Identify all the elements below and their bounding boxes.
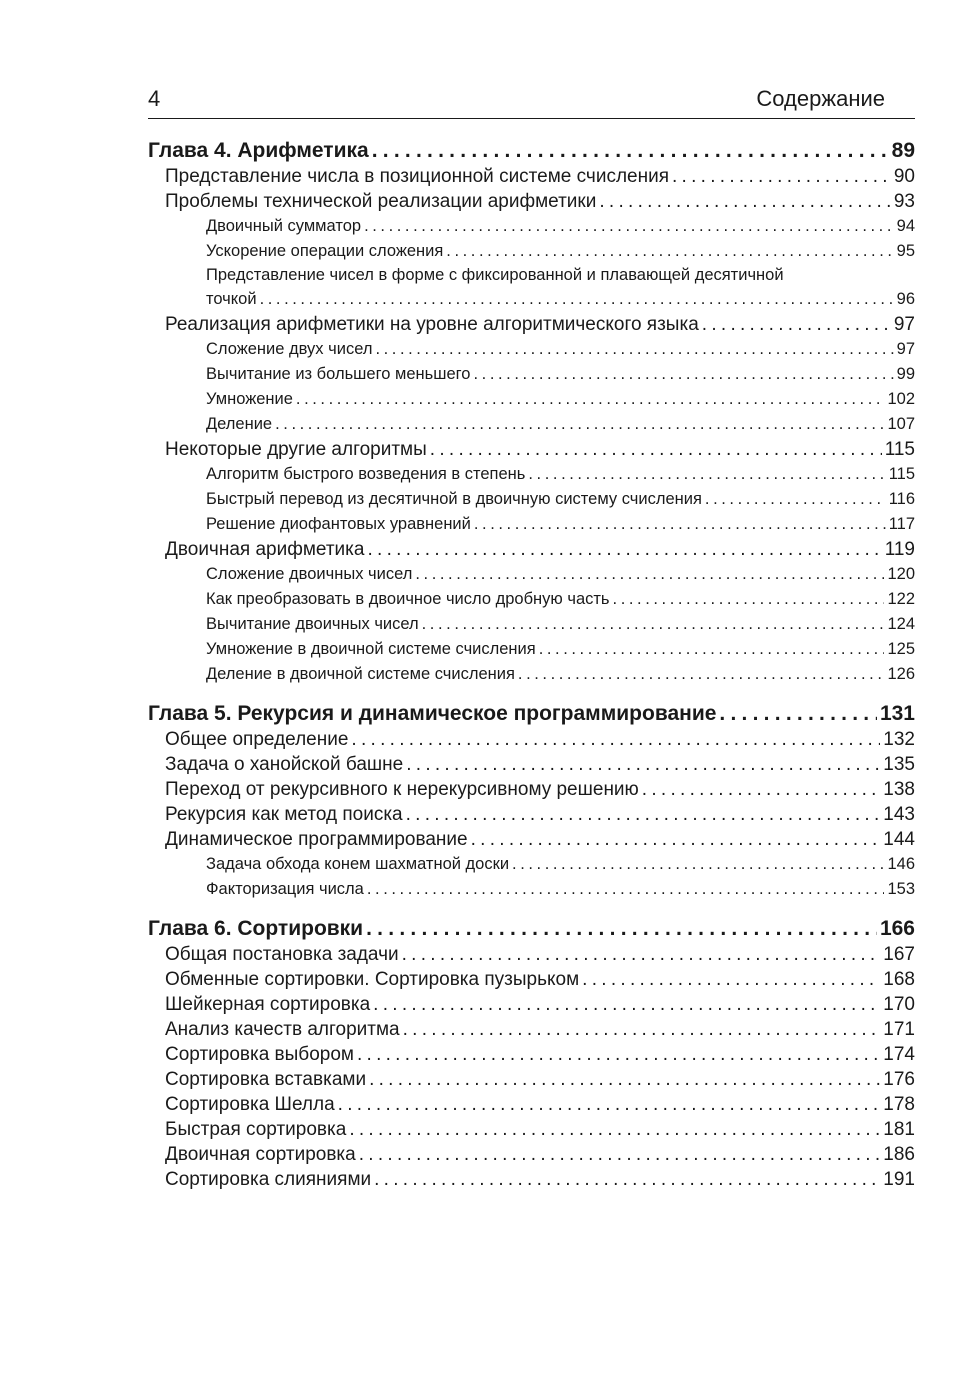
toc-page: 178 xyxy=(883,1094,915,1115)
toc-subsection[interactable] xyxy=(148,387,915,412)
toc-section[interactable] xyxy=(148,967,915,992)
toc-title: Умножение в двоичной системе счисления xyxy=(206,640,536,658)
toc-title: Задача о ханойской башне xyxy=(165,754,404,775)
toc-subsection[interactable] xyxy=(148,512,915,537)
toc-subsection-wrapped[interactable] xyxy=(148,264,915,312)
toc-subsection[interactable] xyxy=(148,877,915,902)
dot-leader xyxy=(338,1092,881,1117)
dot-leader xyxy=(402,942,881,967)
toc-page: 126 xyxy=(887,665,915,683)
toc-subsection[interactable] xyxy=(148,362,915,387)
toc-page: 176 xyxy=(883,1069,915,1090)
toc-title-line2: точкой xyxy=(206,290,257,308)
dot-leader xyxy=(374,1167,880,1192)
toc-page: 131 xyxy=(879,702,915,725)
toc-page: 153 xyxy=(887,880,915,898)
toc-title: Глава 4. Арифметика xyxy=(148,139,369,162)
toc-page: 135 xyxy=(883,754,915,775)
toc-title: Двоичная арифметика xyxy=(165,539,365,560)
toc-section[interactable] xyxy=(148,1167,915,1192)
toc-title: Сортировка вставками xyxy=(165,1069,367,1090)
toc-page: 120 xyxy=(887,565,915,583)
toc-title: Сортировка слияниями xyxy=(165,1169,372,1190)
dot-leader xyxy=(705,487,886,512)
toc-page: 90 xyxy=(893,166,915,187)
dot-leader xyxy=(369,1067,880,1092)
toc-chapter-4[interactable] xyxy=(148,138,915,164)
toc-title: Некоторые другие алгоритмы xyxy=(165,439,427,460)
toc-subsection[interactable] xyxy=(148,562,915,587)
toc-page: 167 xyxy=(883,944,915,965)
toc-page: 125 xyxy=(887,640,915,658)
toc-title: Как преобразовать в двоичное число дробную часть xyxy=(206,590,610,608)
dot-leader xyxy=(672,164,891,189)
toc-title: Шейкерная сортировка xyxy=(165,994,371,1015)
toc-title: Общее определение xyxy=(165,729,349,750)
toc-page: 119 xyxy=(884,539,915,560)
toc-title-line1: Представление чисел в форме с фиксированной и плавающей десятичной xyxy=(206,266,784,284)
toc-page: 144 xyxy=(883,829,915,850)
toc-page: 132 xyxy=(883,729,915,750)
toc-subsection[interactable] xyxy=(148,587,915,612)
toc-section[interactable] xyxy=(148,802,915,827)
toc-subsection[interactable] xyxy=(148,487,915,512)
toc-page: 93 xyxy=(893,191,915,212)
toc-page: 116 xyxy=(888,490,915,508)
toc-page: 174 xyxy=(883,1044,915,1065)
toc-title-line2-row xyxy=(206,287,915,312)
toc-page: 97 xyxy=(893,314,915,335)
toc-subsection[interactable] xyxy=(148,852,915,877)
toc-section[interactable] xyxy=(148,164,915,189)
dot-leader xyxy=(719,701,877,727)
toc-title: Решение диофантовых уравнений xyxy=(206,515,471,533)
toc-title: Глава 6. Сортировки xyxy=(148,917,364,940)
toc-section[interactable] xyxy=(148,312,915,337)
toc-section[interactable] xyxy=(148,1017,915,1042)
toc-title: Ускорение операции сложения xyxy=(206,242,444,260)
toc-section[interactable] xyxy=(148,992,915,1017)
toc-section[interactable] xyxy=(148,727,915,752)
page-header xyxy=(148,82,915,119)
dot-leader xyxy=(375,337,893,362)
dot-leader xyxy=(471,827,881,852)
toc-subsection[interactable] xyxy=(148,337,915,362)
toc-page: 191 xyxy=(883,1169,915,1190)
toc-page: 146 xyxy=(887,855,915,873)
toc-title: Общая постановка задачи xyxy=(165,944,399,965)
dot-leader xyxy=(359,1142,881,1167)
toc-page: 96 xyxy=(896,290,915,308)
dot-leader xyxy=(357,1042,880,1067)
dot-leader xyxy=(518,662,885,687)
toc-title: Быстрая сортировка xyxy=(165,1119,347,1140)
toc-subsection[interactable] xyxy=(148,239,915,264)
toc-page: 102 xyxy=(887,390,915,408)
toc-title: Глава 5. Рекурсия и динамическое программирование xyxy=(148,702,717,725)
toc-title: Алгоритм быстрого возведения в степень xyxy=(206,465,526,483)
toc-section[interactable] xyxy=(148,1042,915,1067)
toc-title: Рекурсия как метод поиска xyxy=(165,804,403,825)
toc-page: 186 xyxy=(883,1144,915,1165)
dot-leader xyxy=(364,214,894,239)
table-of-contents xyxy=(148,138,915,1192)
toc-page: 97 xyxy=(896,340,915,358)
toc-page: 171 xyxy=(883,1019,915,1040)
toc-section[interactable] xyxy=(148,189,915,214)
dot-leader xyxy=(406,752,880,777)
toc-page: 181 xyxy=(883,1119,915,1140)
dot-leader xyxy=(539,637,885,662)
dot-leader xyxy=(474,512,886,537)
toc-page: 166 xyxy=(879,917,915,940)
toc-title: Переход от рекурсивного к нерекурсивному решению xyxy=(165,779,639,800)
dot-leader xyxy=(702,312,891,337)
toc-section[interactable] xyxy=(148,1092,915,1117)
dot-leader xyxy=(351,727,880,752)
dot-leader xyxy=(582,967,880,992)
toc-page: 95 xyxy=(896,242,915,260)
toc-title: Двоичная сортировка xyxy=(165,1144,356,1165)
toc-title: Реализация арифметики на уровне алгоритмического языка xyxy=(165,314,699,335)
dot-leader xyxy=(403,1017,881,1042)
toc-title: Анализ качеств алгоритма xyxy=(165,1019,400,1040)
dot-leader xyxy=(599,189,891,214)
dot-leader xyxy=(446,239,893,264)
toc-subsection[interactable] xyxy=(148,662,915,687)
dot-leader xyxy=(372,138,889,164)
dot-leader xyxy=(422,612,885,637)
toc-title: Сортировка Шелла xyxy=(165,1094,335,1115)
dot-leader xyxy=(366,916,877,942)
toc-section[interactable] xyxy=(148,1142,915,1167)
toc-section[interactable] xyxy=(148,1117,915,1142)
toc-section[interactable] xyxy=(148,437,915,462)
toc-page: 170 xyxy=(883,994,915,1015)
toc-subsection[interactable] xyxy=(148,637,915,662)
dot-leader xyxy=(415,562,884,587)
toc-title: Задача обхода конем шахматной доски xyxy=(206,855,510,873)
dot-leader xyxy=(473,362,893,387)
dot-leader xyxy=(373,992,880,1017)
toc-page: 143 xyxy=(883,804,915,825)
toc-page: 107 xyxy=(887,415,915,433)
toc-title: Деление в двоичной системе счисления xyxy=(206,665,515,683)
dot-leader xyxy=(275,412,884,437)
toc-section[interactable] xyxy=(148,827,915,852)
toc-page: 138 xyxy=(883,779,915,800)
toc-chapter-6[interactable] xyxy=(148,916,915,942)
toc-title: Быстрый перевод из десятичной в двоичную систему счисления xyxy=(206,490,702,508)
running-title: Содержание xyxy=(756,86,885,111)
toc-chapter-5[interactable] xyxy=(148,701,915,727)
toc-section[interactable] xyxy=(148,752,915,777)
toc-title: Динамическое программирование xyxy=(165,829,468,850)
toc-title: Вычитание из большего меньшего xyxy=(206,365,471,383)
toc-page: 89 xyxy=(891,139,915,162)
toc-subsection[interactable] xyxy=(148,214,915,239)
dot-leader xyxy=(367,877,885,902)
page-number: 4 xyxy=(148,86,161,111)
toc-title: Обменные сортировки. Сортировка пузырьком xyxy=(165,969,580,990)
dot-leader xyxy=(512,852,884,877)
toc-subsection[interactable] xyxy=(148,612,915,637)
toc-subsection[interactable] xyxy=(148,412,915,437)
toc-page: 117 xyxy=(888,515,915,533)
toc-title: Сложение двоичных чисел xyxy=(206,565,413,583)
toc-title: Сложение двух чисел xyxy=(206,340,373,358)
toc-title: Умножение xyxy=(206,390,293,408)
toc-page: 122 xyxy=(887,590,915,608)
toc-title: Вычитание двоичных чисел xyxy=(206,615,419,633)
toc-page: 168 xyxy=(883,969,915,990)
toc-section[interactable] xyxy=(148,942,915,967)
toc-section[interactable] xyxy=(148,537,915,562)
dot-leader xyxy=(296,387,885,412)
dot-leader xyxy=(430,437,882,462)
dot-leader xyxy=(528,462,885,487)
dot-leader xyxy=(613,587,885,612)
toc-page: 99 xyxy=(896,365,915,383)
toc-page: 115 xyxy=(884,439,915,460)
toc-page: 94 xyxy=(896,217,915,235)
toc-page: 115 xyxy=(888,465,915,483)
toc-section[interactable] xyxy=(148,1067,915,1092)
dot-leader xyxy=(260,287,894,312)
toc-title: Двоичный сумматор xyxy=(206,217,362,235)
dot-leader xyxy=(406,802,881,827)
toc-subsection[interactable] xyxy=(148,462,915,487)
toc-title: Сортировка выбором xyxy=(165,1044,354,1065)
dot-leader xyxy=(349,1117,880,1142)
toc-section[interactable] xyxy=(148,777,915,802)
toc-title: Проблемы технической реализации арифметики xyxy=(165,191,597,212)
dot-leader xyxy=(642,777,881,802)
toc-page: 124 xyxy=(887,615,915,633)
toc-title: Факторизация числа xyxy=(206,880,364,898)
toc-title: Деление xyxy=(206,415,273,433)
dot-leader xyxy=(367,537,881,562)
toc-title: Представление числа в позиционной системе счисления xyxy=(165,166,669,187)
